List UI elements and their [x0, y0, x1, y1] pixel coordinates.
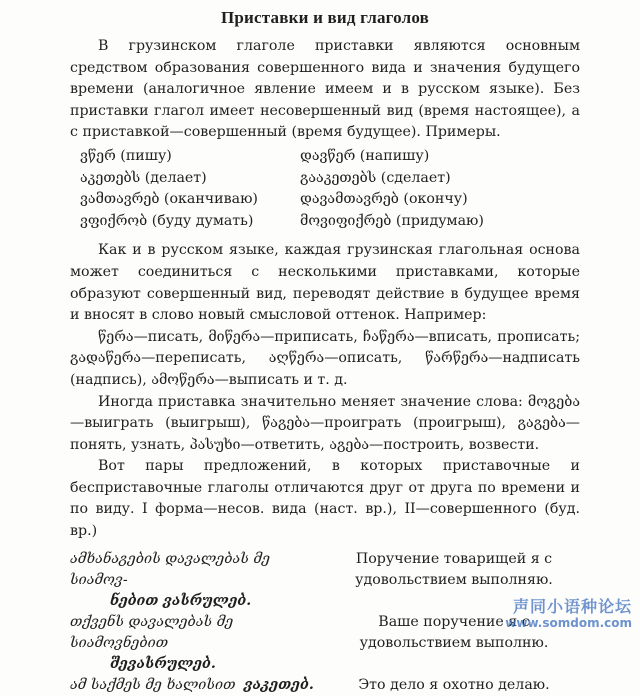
example-left: აკეთებს (делает): [80, 169, 207, 186]
paragraph-prefix-examples: წერა—писать, მიწერა—приписать, ჩაწერა—вписать, прописать; გადაწერა—переписать, აღწერა—описать, წარწერა—надписать (надпись), ამოწერა—выписать и т. д.: [70, 328, 580, 388]
watermark: [505, 598, 632, 632]
pair-georgian-text: ამხანაგების დავალებას მე სიამოვ-: [70, 550, 270, 588]
pair-georgian-text: თქვენს დავალებას მე სიამოვნებით: [70, 613, 234, 651]
pair-georgian: [70, 612, 320, 675]
paragraph-sentence-pairs: Вот пары предложений, в которых приставочные и бесприставочные глаголы отличаются друг от друга по времени и по виду. I форма—несов. вида (наст. вр.), II—совершенного (буд. вр.): [70, 458, 580, 540]
example-left: ვფიქრობ (буду думать): [80, 212, 254, 229]
example-left: ვწერ (пишу): [80, 147, 172, 164]
paragraph-meaning-change: Иногда приставка значительно меняет значение слова: მოგება—выиграть (выигрыш), წაგება—проиграть (проигрыш), გაგება—понять, узнать, პასუხი—ответить, აგება—построить, возвести.: [70, 393, 580, 453]
example-right: გააკეთებს (сделает): [300, 169, 451, 186]
sentence-pairs: [70, 549, 580, 696]
paragraph-intro: В грузинском глаголе приставки являются основным средством образования совершенного вида и значения будущего времени (аналогичное явление имеем и в русском языке). Без приставки глагол имеет несовершенный вид (время настоящее), а с приставкой—совершенный (время будущее). Примеры.: [70, 38, 580, 141]
watermark-chinese: 声同小语种论坛: [512, 597, 632, 616]
pair-georgian: [70, 549, 320, 612]
page-title: Приставки и вид глаголов: [220, 8, 430, 27]
pair-georgian-verb: ვაკეთებ.: [243, 676, 314, 693]
pair-georgian: [70, 675, 320, 696]
pair-georgian-text: ამ საქმეს მე ხალისით: [70, 676, 236, 693]
pair-russian: Это дело я охотно делаю.: [358, 676, 550, 693]
examples-table: [70, 146, 580, 232]
example-right: დავწერ (напишу): [300, 147, 430, 164]
pair-russian: Поручение товарищей я с удовольствием выполняю.: [355, 550, 553, 588]
watermark-url: www.somdom.com: [505, 616, 632, 630]
example-left: ვამთავრებ (оканчиваю): [80, 191, 258, 208]
example-right: მოვიფიქრებ (придумаю): [300, 212, 484, 229]
pair-georgian-verb: შევასრულებ.: [110, 655, 216, 672]
paragraph-prefixes: Как и в русском языке, каждая грузинская глагольная основа может соединиться с несколькими приставками, которые образуют совершенный вид, переводят действие в будущее время и вносят в слово новый смысловой оттенок. Например:: [70, 242, 580, 324]
example-right: დავამთავრებ (окончу): [300, 191, 468, 208]
pair-russian: Ваше поручение я с удовольствием выполню.: [359, 613, 549, 651]
pair-georgian-verb: ნებით ვასრულებ.: [110, 592, 252, 609]
